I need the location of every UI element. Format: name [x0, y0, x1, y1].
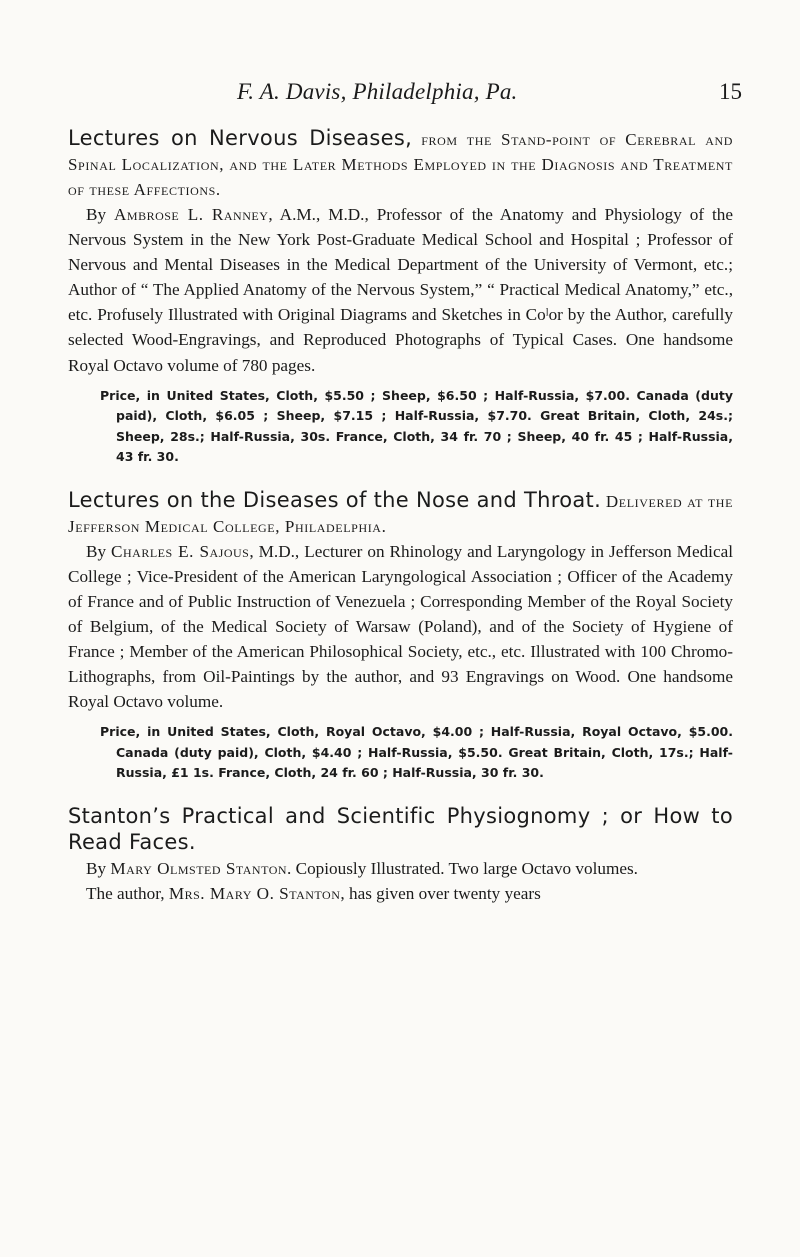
- book-title: Lectures on Nervous Diseases,: [68, 126, 413, 150]
- author-credentials: . Copiously Illustrated. Two large Octavo volumes.: [287, 858, 638, 878]
- book-entry: [68, 488, 733, 784]
- author-name: Ambrose L. Ranney: [114, 205, 269, 224]
- book-title: Lectures on the Diseases of the Nose and Throat.: [68, 487, 602, 512]
- price-list: Price, in United States, Cloth, Royal Octavo, $4.00 ; Half-Russia, Royal Octavo, $5.00. Canada (duty paid), Cloth, $4.40 ; Half-Russia, $5.50. Great Britain, Cloth, 17s.; Half-Russia, £1 1s. France, Cloth, 24 fr. 60 ; Half-Russia, 30 fr. 30.: [100, 724, 733, 781]
- page-content: [68, 126, 733, 906]
- extra-lead: The author,: [86, 883, 169, 903]
- book-description: [68, 202, 733, 378]
- book-title: Stanton’s Practical and Scientific Physiognomy ; or How to Read Faces.: [68, 803, 733, 854]
- book-heading: [68, 126, 733, 202]
- book-heading: [68, 488, 733, 539]
- author-credentials: , M.D., Lecturer on Rhinology and Laryngology in Jefferson Medical College ; Vice-President of the American Laryngological Association ; Officer of the Academy of France and of Public Instruction of Venezuela ; Corresponding Member of the Royal Society of Belgium, of the Medical Society of Warsaw (Poland), and of the Society of Hygiene of France ; Member of the American Philosophical Society, etc., etc. Illustrated with 100 Chromo-Lithographs, from Oil-Paintings by the author, and 93 Engravings on Wood. One handsome Royal Octavo volume.: [68, 541, 733, 712]
- page-number: 15: [719, 79, 742, 104]
- book-description: [68, 539, 733, 715]
- book-subtitle: from the Stand-point of Cerebral and Spinal Localization, and the Later Methods Employed in the Diagnosis and Treatment of these Affections.: [68, 130, 733, 199]
- author-by: By: [86, 858, 111, 878]
- book-subtitle: Delivered at the Jefferson Medical College, Philadelphia.: [68, 491, 733, 536]
- running-head-title: F. A. Davis, Philadelphia, Pa.: [237, 79, 518, 104]
- author-credentials: , A.M., M.D., Professor of the Anatomy and Physiology of the Nervous System in the New York Post-Graduate Medical School and Hospital ; Professor of Nervous and Mental Diseases in the Medical Department of the University of Vermont, etc.; Author of “ The Applied Anatomy of the Nervous System,” “ Practical Medical Anatomy,” etc., etc. Profusely Illustrated with Original Diagrams and Sketches in Coˡor by the Author, carefully selected Wood-Engravings, and Reproduced Photographs of Typical Cases. One handsome Royal Octavo volume of 780 pages.: [68, 205, 734, 375]
- price-list: Price, in United States, Cloth, $5.50 ; Sheep, $6.50 ; Half-Russia, $7.00. Canada (duty paid), Cloth, $6.05 ; Sheep, $7.15 ; Half-Russia, $7.70. Great Britain, Cloth, 24s.; Sheep, 28s.; Half-Russia, 30s. France, Cloth, 34 fr. 70 ; Sheep, 40 fr. 45 ; Half-Russia, 43 fr. 30.: [100, 387, 733, 465]
- book-entry: [68, 126, 733, 468]
- author-name: Charles E. Sajous: [111, 541, 250, 561]
- book-description: [68, 856, 733, 881]
- book-heading: [68, 804, 733, 856]
- extra-author-name: Mrs. Mary O. Stanton: [168, 883, 341, 903]
- author-name: Mary Olmsted Stanton: [110, 858, 288, 878]
- extra-rest: , has given over twenty years: [340, 883, 541, 903]
- book-description-continued: [68, 881, 733, 906]
- author-by: By: [86, 205, 114, 224]
- author-by: By: [86, 541, 112, 561]
- book-entry: [68, 804, 733, 906]
